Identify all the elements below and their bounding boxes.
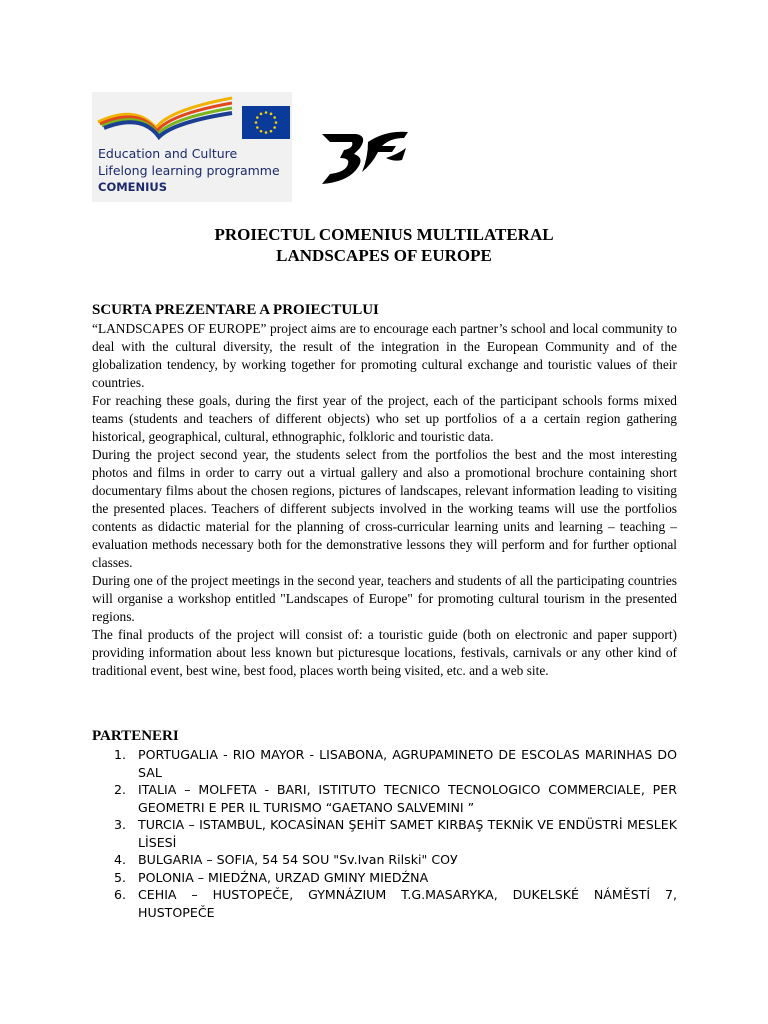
logo-line-3: COMENIUS <box>98 180 168 194</box>
list-item <box>92 816 677 851</box>
partner-text: PORTUGALIA - RIO MAYOR - LISABONA, AGRUPAMINETO DE ESCOLAS MARINHAS DO SAL <box>138 747 677 780</box>
presentation-body <box>92 320 677 680</box>
eu-star-icon <box>270 113 273 116</box>
eu-star-icon <box>275 121 278 124</box>
list-number: 3. <box>114 817 127 832</box>
paragraph: During the project second year, the students select from the portfolios the best and the most interesting photos and films in order to carry out a virtual gallery and also a promotional brochure containing short documentary films about the chosen regions, pictures of landscapes, relevant information leading to visiting the presented places. Teachers of different subjects involved in the working teams will use the portfolios contents as didactic material for the planning of cross-curricular learning units and learning – teaching – evaluation methods necessary both for the demonstrative lessons they will perform and for further optional classes. <box>92 447 677 570</box>
eu-star-icon <box>270 130 273 133</box>
logo-text <box>98 145 280 196</box>
partners-list <box>92 746 677 921</box>
eu-star-icon <box>260 113 263 116</box>
list-item <box>92 781 677 816</box>
list-item <box>92 746 677 781</box>
swoosh-icon <box>96 92 236 142</box>
page-title-line-2: LANDSCAPES OF EUROPE <box>276 246 492 265</box>
list-item <box>92 851 677 869</box>
eu-flag-icon <box>242 106 290 139</box>
list-item <box>92 886 677 921</box>
list-number: 2. <box>114 782 127 797</box>
eu-star-icon <box>273 126 276 129</box>
eu-star-icon <box>260 130 263 133</box>
presentation-heading: SCURTA PREZENTARE A PROIECTULUI <box>92 302 379 318</box>
eu-star-icon <box>265 111 268 114</box>
page-title-line-1: PROIECTUL COMENIUS MULTILATERAL <box>214 225 554 244</box>
eu-star-icon <box>265 131 268 134</box>
logo-line-2: Lifelong learning programme <box>98 163 280 178</box>
list-number: 1. <box>114 747 127 762</box>
eu-star-icon <box>273 116 276 119</box>
list-number: 5. <box>114 869 127 885</box>
list-number: 4. <box>114 852 127 867</box>
partner-text: BULGARIA – SOFIA, 54 54 SOU "Sv.Ivan Rilski" СОУ <box>138 852 458 867</box>
bf-logo-icon <box>316 128 410 188</box>
paragraph: During one of the project meetings in the second year, teachers and students of all the participating countries will organise a workshop entitled "Landscapes of Europe" for promoting cultural tourism in the presented regions. <box>92 573 677 624</box>
partner-text: ITALIA – MOLFETA - BARI, ISTITUTO TECNICO TECNOLOGICO COMMERCIALE, PER GEOMETRI E PER IL TURISMO “GAETANO SALVEMINI ” <box>138 782 677 815</box>
list-item <box>92 869 677 887</box>
eu-star-icon <box>256 116 259 119</box>
logo-line-1: Education and Culture <box>98 146 238 161</box>
eu-star-icon <box>256 126 259 129</box>
eu-star-icon <box>255 121 258 124</box>
lifelong-learning-logo <box>92 92 292 202</box>
list-number: 6. <box>114 887 127 902</box>
paragraph: The final products of the project will consist of: a touristic guide (both on electronic and paper support) providing information about less known but picturesque locations, festivals, carnivals or any other kind of traditional event, best wine, best food, places worth being visited, etc. and a web site. <box>92 627 677 678</box>
partner-text: TURCIA – ISTAMBUL, KOCASİNAN ŞEHİT SAMET KIRBAŞ TEKNİK VE ENDÜSTRİ MESLEK LİSESİ <box>138 817 677 850</box>
paragraph: “LANDSCAPES OF EUROPE” project aims are to encourage each partner’s school and local community to deal with the cultural diversity, the result of the integration in the European Community and of the globalization tendency, by working together for promoting cultural exchange and touristic values of their countries. <box>92 321 677 390</box>
partner-text: POLONIA – MIEDŹNA, URZAD GMINY MIEDŹNA <box>138 869 429 885</box>
partners-heading: PARTENERI <box>92 728 179 744</box>
partner-text: CEHIA – HUSTOPEČE, GYMNÁZIUM T.G.MASARYKA, DUKELSKÉ NÁMĚSTÍ 7, HUSTOPEČE <box>138 887 677 920</box>
paragraph: For reaching these goals, during the first year of the project, each of the participant schools forms mixed teams (students and teachers of different objects) who set up portfolios of a a certain region gathering historical, geographical, cultural, ethnographic, folkloric and touristic data. <box>92 393 677 444</box>
